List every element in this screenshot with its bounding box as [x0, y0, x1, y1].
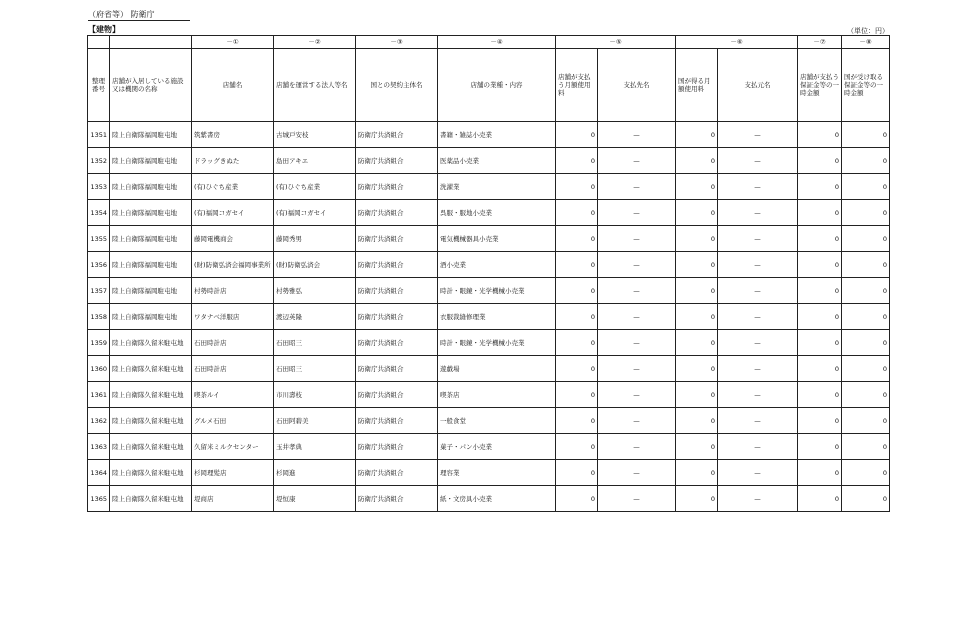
contract-party: 防衛庁共済組合 — [356, 486, 438, 512]
deposit-paid: 0 — [798, 148, 842, 174]
state-fee: 0 — [676, 174, 718, 200]
table-row — [88, 278, 890, 304]
deposit-received: 0 — [842, 278, 890, 304]
header-deposit-paid: 店舗が支払う保証金等の一時金額 — [798, 49, 842, 122]
business-type: 一般食堂 — [438, 408, 556, 434]
business-type: 酒小売業 — [438, 252, 556, 278]
facility-name: 陸上自衛隊福岡駐屯地 — [110, 304, 192, 330]
facility-name: 陸上自衛隊久留米駐屯地 — [110, 408, 192, 434]
monthly-fee: 0 — [556, 434, 598, 460]
contract-party: 防衛庁共済組合 — [356, 434, 438, 460]
col-number: －⑦ — [798, 36, 842, 49]
row-number: 1360 — [88, 356, 110, 382]
deposit-received: 0 — [842, 226, 890, 252]
deposit-received: 0 — [842, 122, 890, 148]
store-name: 筑紫書房 — [192, 122, 274, 148]
deposit-received: 0 — [842, 200, 890, 226]
col-number: －⑤ — [556, 36, 676, 49]
payer-name: — — [718, 356, 798, 382]
payer-name: — — [718, 408, 798, 434]
payee-name: — — [598, 330, 676, 356]
store-name: 喫茶ルイ — [192, 382, 274, 408]
business-type: 喫茶店 — [438, 382, 556, 408]
row-number: 1356 — [88, 252, 110, 278]
store-name: (有)福岡コガセイ — [192, 200, 274, 226]
facility-name: 陸上自衛隊久留米駐屯地 — [110, 382, 192, 408]
state-fee: 0 — [676, 304, 718, 330]
store-name: 堤商店 — [192, 486, 274, 512]
business-type: 衣服裁縫修理業 — [438, 304, 556, 330]
state-fee: 0 — [676, 278, 718, 304]
monthly-fee: 0 — [556, 304, 598, 330]
business-type: 時計・眼鏡・光学機械小売業 — [438, 330, 556, 356]
deposit-paid: 0 — [798, 330, 842, 356]
table-row — [88, 200, 890, 226]
business-type: 洗濯業 — [438, 174, 556, 200]
contract-party: 防衛庁共済組合 — [356, 148, 438, 174]
facility-name: 陸上自衛隊福岡駐屯地 — [110, 278, 192, 304]
table-row — [88, 330, 890, 356]
table-row — [88, 174, 890, 200]
col-number: －⑥ — [676, 36, 798, 49]
col-number: －③ — [356, 36, 438, 49]
facility-name: 陸上自衛隊福岡駐屯地 — [110, 148, 192, 174]
deposit-paid: 0 — [798, 278, 842, 304]
payee-name: — — [598, 278, 676, 304]
operator-name: 石田昭三 — [274, 356, 356, 382]
row-number: 1354 — [88, 200, 110, 226]
store-name: ワタナベ洋服店 — [192, 304, 274, 330]
monthly-fee: 0 — [556, 382, 598, 408]
store-name: 藤岡電機商会 — [192, 226, 274, 252]
payer-name: — — [718, 330, 798, 356]
payer-name: — — [718, 434, 798, 460]
monthly-fee: 0 — [556, 330, 598, 356]
table-row — [88, 304, 890, 330]
state-fee: 0 — [676, 122, 718, 148]
row-number: 1353 — [88, 174, 110, 200]
business-type: 遊戯場 — [438, 356, 556, 382]
contract-party: 防衛庁共済組合 — [356, 460, 438, 486]
row-number: 1359 — [88, 330, 110, 356]
state-fee: 0 — [676, 486, 718, 512]
monthly-fee: 0 — [556, 122, 598, 148]
operator-name: 石田阿碧美 — [274, 408, 356, 434]
payer-name: — — [718, 200, 798, 226]
store-name: 石田時計店 — [192, 330, 274, 356]
operator-name: (有)福岡コガセイ — [274, 200, 356, 226]
facility-name: 陸上自衛隊久留米駐屯地 — [110, 460, 192, 486]
table-row — [88, 252, 890, 278]
state-fee: 0 — [676, 200, 718, 226]
table-row — [88, 122, 890, 148]
payee-name: — — [598, 122, 676, 148]
payer-name: — — [718, 148, 798, 174]
header-operator: 店舗を運営する法人等名 — [274, 49, 356, 122]
deposit-paid: 0 — [798, 408, 842, 434]
payee-name: — — [598, 382, 676, 408]
business-type: 医薬品小売業 — [438, 148, 556, 174]
payer-name: — — [718, 304, 798, 330]
row-number: 1361 — [88, 382, 110, 408]
state-fee: 0 — [676, 460, 718, 486]
row-number: 1363 — [88, 434, 110, 460]
payee-name: — — [598, 148, 676, 174]
deposit-received: 0 — [842, 434, 890, 460]
facility-name: 陸上自衛隊久留米駐屯地 — [110, 356, 192, 382]
contract-party: 防衛庁共済組合 — [356, 200, 438, 226]
deposit-paid: 0 — [798, 460, 842, 486]
payer-name: — — [718, 226, 798, 252]
table-row — [88, 486, 890, 512]
contract-party: 防衛庁共済組合 — [356, 408, 438, 434]
header-no: 整理番号 — [88, 49, 110, 122]
table-row — [88, 382, 890, 408]
header-monthly-fee: 店舗が支払う月額使用料 — [556, 49, 598, 122]
deposit-paid: 0 — [798, 200, 842, 226]
deposit-paid: 0 — [798, 252, 842, 278]
operator-name: 堤恒康 — [274, 486, 356, 512]
payee-name: — — [598, 434, 676, 460]
store-name: (有)ひぐち産業 — [192, 174, 274, 200]
store-name: ドラッグきぬた — [192, 148, 274, 174]
store-name: 村勢時計店 — [192, 278, 274, 304]
state-fee: 0 — [676, 356, 718, 382]
col-number: －⑧ — [842, 36, 890, 49]
contract-party: 防衛庁共済組合 — [356, 382, 438, 408]
facility-name: 陸上自衛隊久留米駐屯地 — [110, 486, 192, 512]
deposit-received: 0 — [842, 382, 890, 408]
payer-name: — — [718, 382, 798, 408]
business-type: 書籍・雑誌小売業 — [438, 122, 556, 148]
col-number: －④ — [438, 36, 556, 49]
col-number: －② — [274, 36, 356, 49]
facility-name: 陸上自衛隊福岡駐屯地 — [110, 122, 192, 148]
deposit-received: 0 — [842, 486, 890, 512]
table-row — [88, 460, 890, 486]
payer-name: — — [718, 252, 798, 278]
store-table — [87, 35, 890, 512]
store-name: 久留米ミルクセンター — [192, 434, 274, 460]
header-business: 店舗の業種・内容 — [438, 49, 556, 122]
header-store: 店舗名 — [192, 49, 274, 122]
facility-name: 陸上自衛隊久留米駐屯地 — [110, 330, 192, 356]
state-fee: 0 — [676, 148, 718, 174]
state-fee: 0 — [676, 382, 718, 408]
table-row — [88, 356, 890, 382]
state-fee: 0 — [676, 330, 718, 356]
deposit-received: 0 — [842, 252, 890, 278]
payer-name: — — [718, 278, 798, 304]
deposit-received: 0 — [842, 174, 890, 200]
facility-name: 陸上自衛隊福岡駐屯地 — [110, 226, 192, 252]
header-payer: 支払元名 — [718, 49, 798, 122]
deposit-paid: 0 — [798, 174, 842, 200]
header-facility: 店舗が入居している施設又は機関の名称 — [110, 49, 192, 122]
deposit-paid: 0 — [798, 356, 842, 382]
operator-name: 渡辺英隆 — [274, 304, 356, 330]
deposit-received: 0 — [842, 148, 890, 174]
operator-name: (有)ひぐち産業 — [274, 174, 356, 200]
row-number: 1362 — [88, 408, 110, 434]
store-name: (財)防衛弘済会福岡事業所 — [192, 252, 274, 278]
monthly-fee: 0 — [556, 148, 598, 174]
monthly-fee: 0 — [556, 356, 598, 382]
header-deposit-received: 国が受け取る保証金等の一時金額 — [842, 49, 890, 122]
payee-name: — — [598, 304, 676, 330]
row-number: 1357 — [88, 278, 110, 304]
deposit-received: 0 — [842, 356, 890, 382]
table-row — [88, 226, 890, 252]
ministry-underline — [88, 20, 190, 21]
operator-name: 古城戸安枝 — [274, 122, 356, 148]
deposit-paid: 0 — [798, 304, 842, 330]
operator-name: 島田アキエ — [274, 148, 356, 174]
monthly-fee: 0 — [556, 252, 598, 278]
operator-name: (財)防衛弘済会 — [274, 252, 356, 278]
table-row — [88, 148, 890, 174]
facility-name: 陸上自衛隊久留米駐屯地 — [110, 434, 192, 460]
deposit-received: 0 — [842, 304, 890, 330]
monthly-fee: 0 — [556, 408, 598, 434]
deposit-paid: 0 — [798, 434, 842, 460]
payer-name: — — [718, 460, 798, 486]
contract-party: 防衛庁共済組合 — [356, 304, 438, 330]
header-payee: 支払先名 — [598, 49, 676, 122]
payer-name: — — [718, 122, 798, 148]
business-type: 呉服・服地小売業 — [438, 200, 556, 226]
monthly-fee: 0 — [556, 174, 598, 200]
column-number-row — [88, 36, 890, 49]
deposit-received: 0 — [842, 460, 890, 486]
monthly-fee: 0 — [556, 460, 598, 486]
deposit-paid: 0 — [798, 122, 842, 148]
payee-name: — — [598, 408, 676, 434]
business-type: 菓子・パン小売業 — [438, 434, 556, 460]
monthly-fee: 0 — [556, 200, 598, 226]
contract-party: 防衛庁共済組合 — [356, 356, 438, 382]
deposit-paid: 0 — [798, 486, 842, 512]
operator-name: 藤岡秀男 — [274, 226, 356, 252]
deposit-received: 0 — [842, 408, 890, 434]
table-row — [88, 434, 890, 460]
deposit-received: 0 — [842, 330, 890, 356]
contract-party: 防衛庁共済組合 — [356, 330, 438, 356]
facility-name: 陸上自衛隊福岡駐屯地 — [110, 200, 192, 226]
store-name: 杉岡理髪店 — [192, 460, 274, 486]
operator-name: 玉井孝典 — [274, 434, 356, 460]
row-number: 1365 — [88, 486, 110, 512]
state-fee: 0 — [676, 226, 718, 252]
operator-name: 村勢雅弘 — [274, 278, 356, 304]
operator-name: 石田昭三 — [274, 330, 356, 356]
monthly-fee: 0 — [556, 486, 598, 512]
business-type: 理容業 — [438, 460, 556, 486]
payer-name: — — [718, 486, 798, 512]
business-type: 紙・文房具小売業 — [438, 486, 556, 512]
contract-party: 防衛庁共済組合 — [356, 122, 438, 148]
payer-name: — — [718, 174, 798, 200]
payee-name: — — [598, 356, 676, 382]
business-type: 電気機械器具小売業 — [438, 226, 556, 252]
operator-name: 市川壽枝 — [274, 382, 356, 408]
payee-name: — — [598, 200, 676, 226]
col-number — [110, 36, 192, 49]
operator-name: 杉岡進 — [274, 460, 356, 486]
contract-party: 防衛庁共済組合 — [356, 174, 438, 200]
unit-label: （単位：円） — [847, 27, 889, 35]
state-fee: 0 — [676, 434, 718, 460]
facility-name: 陸上自衛隊福岡駐屯地 — [110, 252, 192, 278]
contract-party: 防衛庁共済組合 — [356, 278, 438, 304]
payee-name: — — [598, 252, 676, 278]
ministry-label: （府省等） 防衛庁 — [88, 10, 155, 19]
business-type: 時計・眼鏡・光学機械小売業 — [438, 278, 556, 304]
header-contract: 国との契約主体名 — [356, 49, 438, 122]
row-number: 1364 — [88, 460, 110, 486]
row-number: 1351 — [88, 122, 110, 148]
monthly-fee: 0 — [556, 226, 598, 252]
monthly-fee: 0 — [556, 278, 598, 304]
deposit-paid: 0 — [798, 382, 842, 408]
payee-name: — — [598, 486, 676, 512]
header-state-fee: 国が得る月額使用料 — [676, 49, 718, 122]
facility-name: 陸上自衛隊福岡駐屯地 — [110, 174, 192, 200]
table-row — [88, 408, 890, 434]
payee-name: — — [598, 226, 676, 252]
row-number: 1352 — [88, 148, 110, 174]
col-number — [88, 36, 110, 49]
row-number: 1358 — [88, 304, 110, 330]
col-number: －① — [192, 36, 274, 49]
section-label: 【建物】 — [88, 25, 120, 34]
state-fee: 0 — [676, 408, 718, 434]
store-name: 石田時計店 — [192, 356, 274, 382]
payee-name: — — [598, 174, 676, 200]
deposit-paid: 0 — [798, 226, 842, 252]
contract-party: 防衛庁共済組合 — [356, 226, 438, 252]
column-header-row — [88, 49, 890, 122]
state-fee: 0 — [676, 252, 718, 278]
row-number: 1355 — [88, 226, 110, 252]
store-name: グルメ石田 — [192, 408, 274, 434]
contract-party: 防衛庁共済組合 — [356, 252, 438, 278]
payee-name: — — [598, 460, 676, 486]
